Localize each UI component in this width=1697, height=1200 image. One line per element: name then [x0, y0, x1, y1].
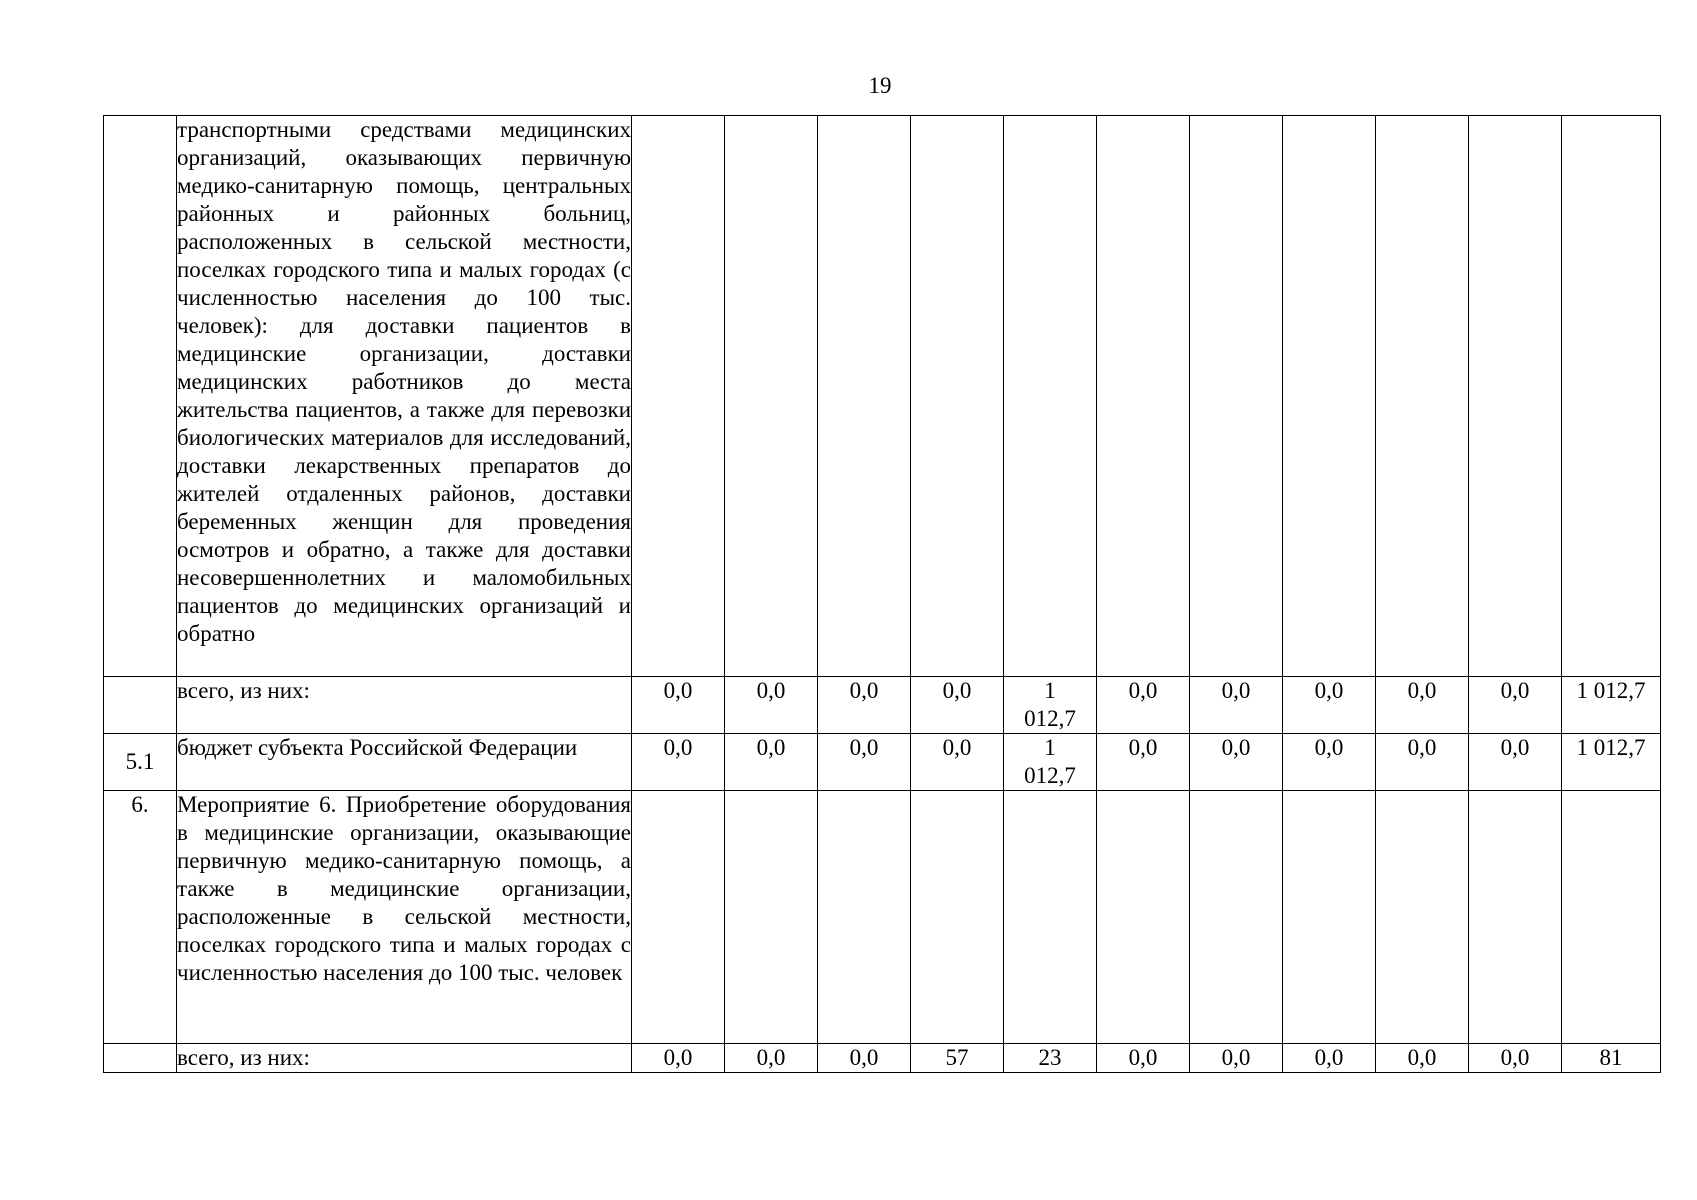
row-label-cell: всего, из них: — [177, 677, 632, 734]
total-value-cell: 1 012,7 — [1562, 677, 1661, 734]
row-number-cell — [104, 677, 177, 734]
value-cell — [911, 116, 1004, 677]
value-cell: 57 — [911, 1044, 1004, 1073]
table-row — [104, 1044, 1661, 1073]
table-row — [104, 116, 1661, 677]
value-cell: 0,0 — [725, 677, 818, 734]
value-cell: 0,0 — [1097, 677, 1190, 734]
value-cell — [1190, 791, 1283, 1044]
total-value-cell — [1562, 116, 1661, 677]
wrapped-value: 1 012,7 — [1024, 678, 1076, 731]
value-cell — [1190, 116, 1283, 677]
activity-description-cell: транспортными средствами медицинских организаций, оказывающих первичную медико-санитарную помощь, центральных районных и районных больниц, расположенных в сельской местности, поселках городского типа и малых городах (с численностью населения до 100 тыс. человек): для доставки пациентов в медицинские организации, доставки медицинских работников до места жительства пациентов, а также для перевозки биологических материалов для исследований, доставки лекарственных препаратов до жителей отдаленных районов, доставки беременных женщин для проведения осмотров и обратно, а также для доставки несовершеннолетних и маломобильных пациентов до медицинских организаций и обратно — [177, 116, 632, 677]
value-cell — [1097, 791, 1190, 1044]
row-label-cell: всего, из них: — [177, 1044, 632, 1073]
value-cell: 0,0 — [1190, 1044, 1283, 1073]
page-number: 19 — [868, 73, 892, 98]
value-cell — [1283, 116, 1376, 677]
value-cell: 0,0 — [911, 734, 1004, 791]
value-cell: 0,0 — [725, 1044, 818, 1073]
value-cell: 0,0 — [1097, 1044, 1190, 1073]
value-cell — [725, 791, 818, 1044]
value-cell: 0,0 — [725, 734, 818, 791]
value-cell — [911, 791, 1004, 1044]
value-cell: 0,0 — [632, 1044, 725, 1073]
total-value-cell: 81 — [1562, 1044, 1661, 1073]
value-cell: 23 — [1004, 1044, 1097, 1073]
value-cell: 0,0 — [1190, 677, 1283, 734]
budget-table — [103, 115, 1661, 1073]
table-row — [104, 677, 1661, 734]
value-cell — [1004, 734, 1097, 791]
value-cell — [818, 116, 911, 677]
value-cell: 0,0 — [818, 1044, 911, 1073]
value-cell: 0,0 — [1469, 734, 1562, 791]
value-cell: 0,0 — [1469, 1044, 1562, 1073]
value-cell: 0,0 — [1190, 734, 1283, 791]
activity-description-cell: Мероприятие 6. Приобретение оборудования в медицинские организации, оказывающие первичную медико-санитарную помощь, а также в медицинские организации, расположенные в сельской местности, поселках городского типа и малых городах с численностью населения до 100 тыс. человек — [177, 791, 632, 1044]
value-cell — [1376, 791, 1469, 1044]
value-cell: 0,0 — [1283, 734, 1376, 791]
value-cell — [1283, 791, 1376, 1044]
value-cell — [632, 116, 725, 677]
value-cell: 0,0 — [1376, 1044, 1469, 1073]
value-cell — [1376, 116, 1469, 677]
wrapped-value: 1 012,7 — [1024, 735, 1076, 788]
total-value-cell: 1 012,7 — [1562, 734, 1661, 791]
value-cell — [1004, 677, 1097, 734]
value-cell — [1469, 116, 1562, 677]
value-cell — [818, 791, 911, 1044]
value-cell — [1097, 116, 1190, 677]
value-cell: 0,0 — [1097, 734, 1190, 791]
value-cell: 0,0 — [1283, 1044, 1376, 1073]
value-cell — [1004, 791, 1097, 1044]
row-number-cell — [104, 1044, 177, 1073]
value-cell: 0,0 — [1376, 734, 1469, 791]
value-cell: 0,0 — [911, 677, 1004, 734]
value-cell — [632, 791, 725, 1044]
value-cell: 0,0 — [1469, 677, 1562, 734]
value-cell — [725, 116, 818, 677]
table-row — [104, 734, 1661, 791]
value-cell: 0,0 — [632, 677, 725, 734]
value-cell: 0,0 — [1283, 677, 1376, 734]
value-cell: 0,0 — [632, 734, 725, 791]
row-number-cell: 6. — [104, 791, 177, 1044]
value-cell — [1004, 116, 1097, 677]
row-number-cell — [104, 116, 177, 677]
row-label-cell: бюджет субъекта Российской Федерации — [177, 734, 632, 791]
value-cell: 0,0 — [1376, 677, 1469, 734]
value-cell: 0,0 — [818, 677, 911, 734]
row-number-cell: 5.1 — [104, 734, 177, 791]
total-value-cell — [1562, 791, 1661, 1044]
table-row — [104, 791, 1661, 1044]
value-cell: 0,0 — [818, 734, 911, 791]
value-cell — [1469, 791, 1562, 1044]
